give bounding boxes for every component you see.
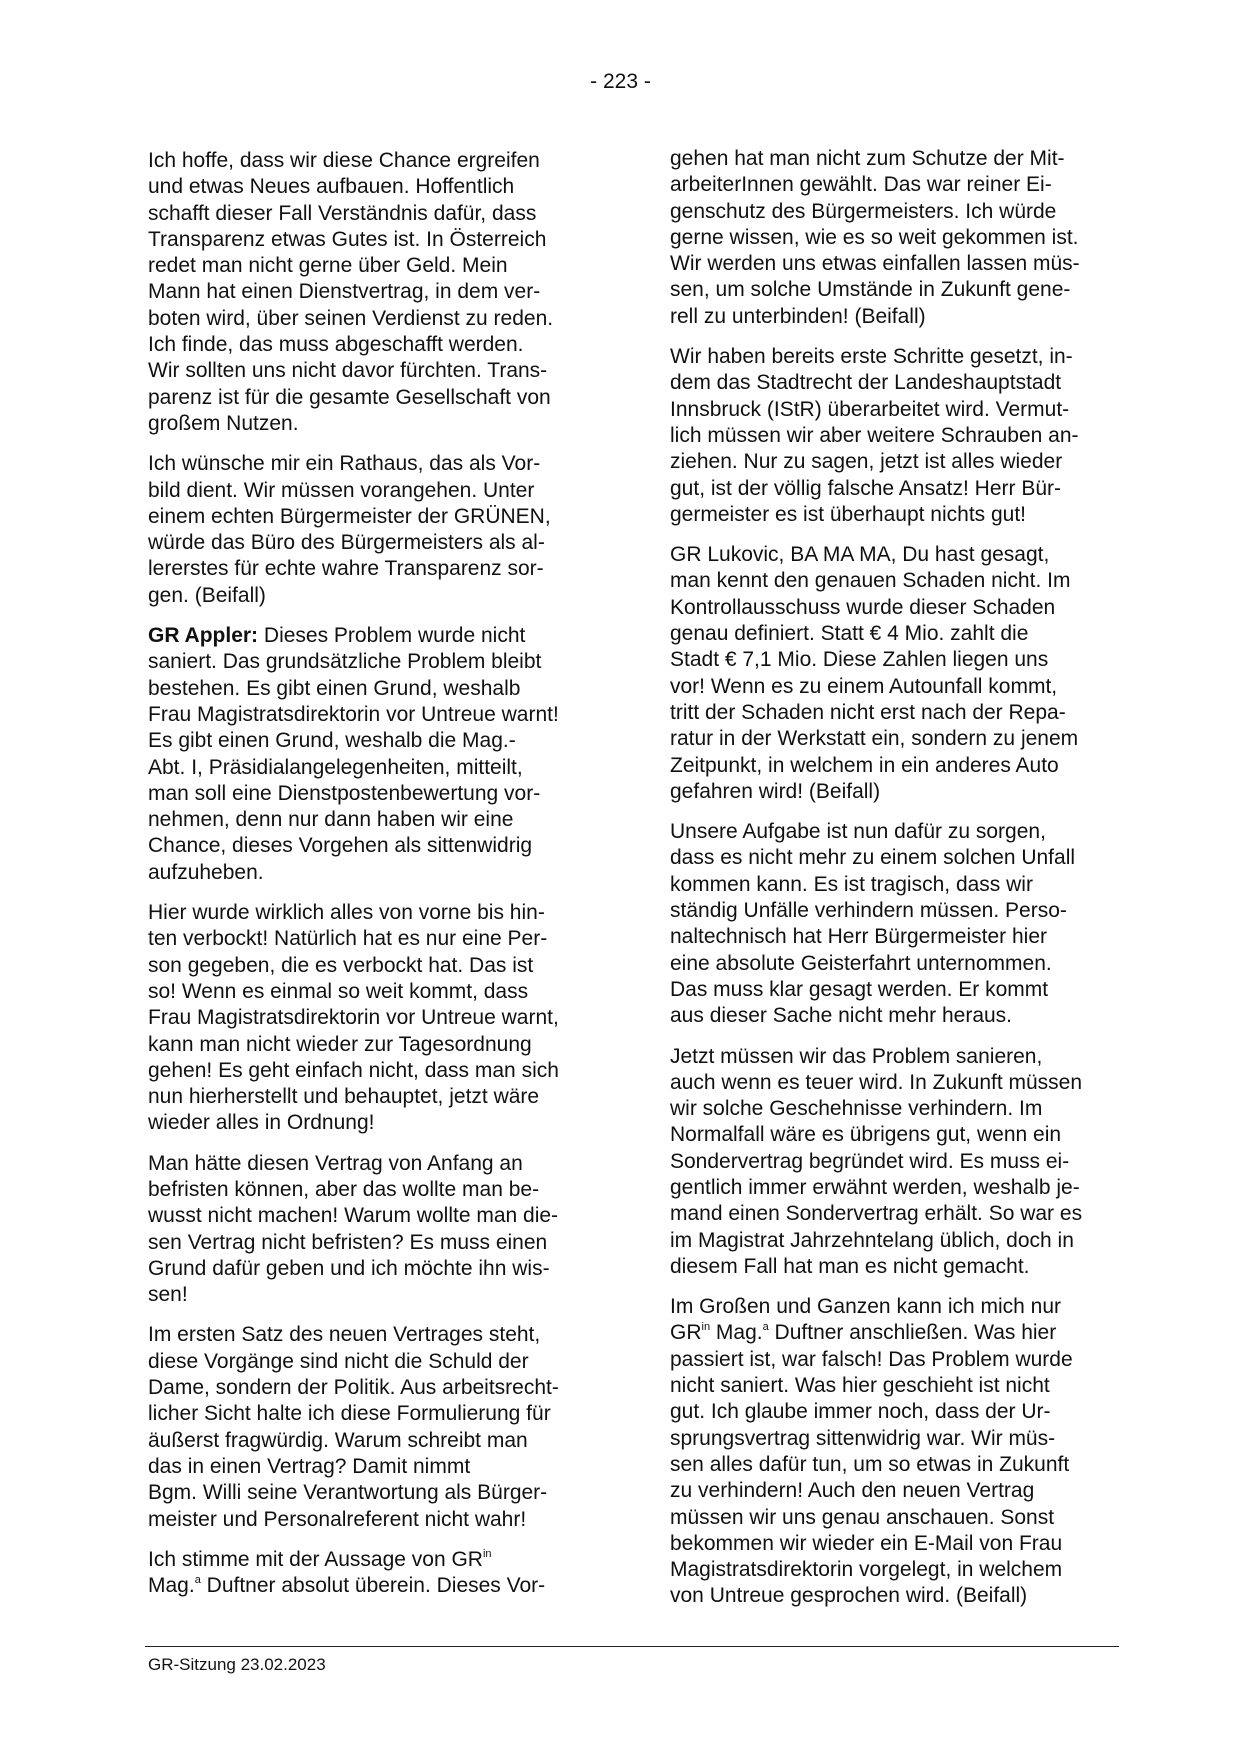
page-number: - 223 - bbox=[590, 70, 651, 93]
paragraph: GR Lukovic, BA MA MA, Du hast gesagt, man kennt den genauen Schaden nicht. Im Kontrollausschuss wurde dieser Schaden genau definiert. Statt € 4 Mio. zahlt die Stadt € 7,1 Mio. Diese Zahlen liegen uns vor! Wenn es zu einem Autounfall kommt, tritt der Schaden nicht erst nach der Repa- ratur in der Werkstatt ein, sondern zu jenem Zeitpunkt, in welchem in ein anderes Auto gefahren wird! (Beifall) bbox=[670, 543, 1079, 803]
paragraph-text: Duftner absolut überein. Dieses Vor- bbox=[200, 1574, 546, 1598]
paragraph: Ich wünsche mir ein Rathaus, das als Vor- bild dient. Wir müssen vorangehen. Unter einem echten Bürgermeister der GRÜNEN, würde das Büro des Bürgermeisters als al- lererstes für echte wahre Transparenz sor- gen. (Beifall) bbox=[148, 452, 551, 607]
paragraph: Unsere Aufgabe ist nun dafür zu sorgen, dass es nicht mehr zu einem solchen Unfall kommen kann. Es ist tragisch, dass wir ständig Unfälle verhindern müssen. Perso- naltechnisch hat Herr Bürgermeister hier eine absolute Geisterfahrt unternommen. Das muss klar gesagt werden. Er kommt aus dieser Sache nicht mehr heraus. bbox=[670, 820, 1076, 1028]
superscript: in bbox=[482, 1547, 492, 1560]
superscript: in bbox=[701, 1321, 711, 1334]
superscript: a bbox=[762, 1321, 769, 1334]
paragraph: Wir haben bereits erste Schritte gesetzt, in- dem das Stadtrecht der Landeshauptstadt Innsbruck (IStR) überarbeitet wird. Vermut- lich müssen wir aber weitere Schrauben an- ziehen. Nur zu sagen, jetzt ist alles wieder gut, ist der völlig falsche Ansatz! Herr Bür- germeister es ist überhaupt nichts gut! bbox=[670, 345, 1079, 526]
paragraph-text: Ich stimme mit der Aussage von GR bbox=[148, 1547, 483, 1571]
paragraph: Jetzt müssen wir das Problem sanieren, auch wenn es teuer wird. In Zukunft müssen wir solche Geschehnisse verhindern. Im Normalfall wäre es übrigens gut, wenn ein Sondervertrag begründet wird. Es muss ei- gentlich immer erwähnt werden, weshalb je- mand einen Sondervertrag erhält. So war es im Magistrat Jahrzehntelang üblich, doch in diesem Fall hat man es nicht gemacht. bbox=[670, 1044, 1083, 1278]
footer-text: GR-Sitzung 23.02.2023 bbox=[148, 1655, 326, 1674]
paragraph: Man hätte diesen Vertrag von Anfang an befristen können, aber das wollte man be- wusst nicht machen! Warum wollte man die- sen Vertrag nicht befristen? Es muss einen Grund dafür geben und ich möchte ihn wis- sen! bbox=[148, 1151, 559, 1307]
paragraph: Hier wurde wirklich alles von vorne bis hin- ten verbockt! Natürlich hat es nur eine Per- son gegeben, die es verbockt hat. Das ist so! Wenn es einmal so weit kommt, dass Frau Magistratsdirektorin vor Untreue warnt, kann man nicht wieder zur Tagesordnung gehen! Es geht einfach nicht, dass man sich nun hierherstellt und behauptet, jetzt wäre wieder alles in Ordnung! bbox=[148, 901, 559, 1135]
right-column bbox=[670, 146, 1115, 1624]
paragraph-text: Dieses Problem wurde nicht saniert. Das grundsätzliche Problem bleibt bestehen. Es gibt einen Grund, weshalb Frau Magistratsdirektorin vor Untreue warnt! Es gibt einen Grund, weshalb die Mag.- Abt. I, Präsidialangelegenheiten, mitteilt, man soll eine Dienstpostenbewertung vor- nehmen, denn nur dann haben wir eine Chance, dieses Vorgehen als sittenwidrig aufzuheben. bbox=[148, 624, 559, 884]
speaker-name: GR Appler: bbox=[148, 624, 259, 648]
paragraph-text: Duftner anschließen. Was hier passiert ist, war falsch! Das Problem wurde nicht saniert. Was hier geschieht ist nicht gut. Ich glaube immer noch, dass der Ur- sprungsvertrag sittenwidrig war. Wir müs- sen alles dafür tun, um so etwas in Zukunft zu verhindern! Auch den neuen Vertrag müssen wir uns genau anschauen. Sonst bekommen wir wieder ein E-Mail von Frau Magistratsdirektorin vorgelegt, in welchem von Untreue gesprochen wird. (Beifall) bbox=[670, 1321, 1073, 1608]
paragraph-text: Mag. bbox=[148, 1574, 195, 1598]
footer-divider bbox=[145, 1646, 1119, 1647]
paragraph bbox=[148, 1547, 593, 1600]
superscript: a bbox=[194, 1574, 201, 1587]
paragraph bbox=[148, 623, 593, 886]
paragraph: Im ersten Satz des neuen Vertrages steht, diese Vorgänge sind nicht die Schuld der Dame, sondern der Politik. Aus arbeitsrecht- licher Sicht halte ich diese Formulierung für äußerst fragwürdig. Warum schreibt man das in einen Vertrag? Damit nimmt Bgm. Willi seine Verantwortung als Bürger- meister und Personalreferent nicht wahr! bbox=[148, 1323, 559, 1531]
left-column bbox=[148, 148, 593, 1613]
paragraph: gehen hat man nicht zum Schutze der Mit- arbeiterInnen gewählt. Das war reiner Ei- genschutz des Bürgermeisters. Ich würde gerne wissen, wie es so weit gekommen ist. Wir werden uns etwas einfallen lassen müs- sen, um solche Umstände in Zukunft gene- rell zu unterbinden! (Beifall) bbox=[670, 147, 1080, 328]
paragraph bbox=[670, 1294, 1115, 1610]
paragraph-text: Im Großen und Ganzen kann ich mich nur GR bbox=[670, 1295, 1062, 1345]
paragraph: Ich hoffe, dass wir diese Chance ergreifen und etwas Neues aufbauen. Hoffentlich schafft dieser Fall Verständnis dafür, dass Transparenz etwas Gutes ist. In Österreich redet man nicht gerne über Geld. Mein Mann hat einen Dienstvertrag, in dem ver- boten wird, über seinen Verdienst zu reden. Ich finde, das muss abgeschafft werden. Wir sollten uns nicht davor fürchten. Trans- parenz ist für die gesamte Gesellschaft von großem Nutzen. bbox=[148, 149, 554, 435]
paragraph-text: Mag. bbox=[710, 1321, 763, 1345]
